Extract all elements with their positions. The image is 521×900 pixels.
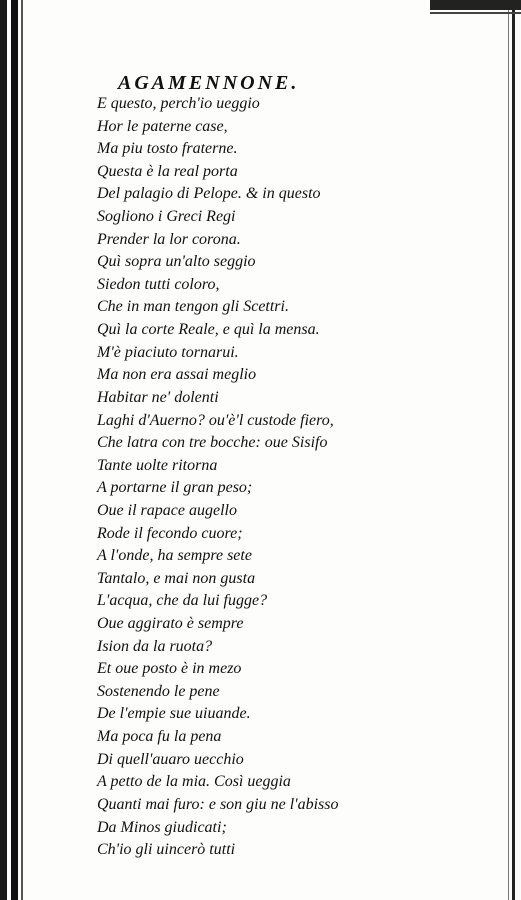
verse-line: Prender la lor corona. xyxy=(97,230,241,248)
page-edge-right-line xyxy=(508,0,509,900)
verse-line: Di quell'auaro uecchio xyxy=(97,750,244,768)
verse-line: Quanti mai furo: e son giu ne l'abisso xyxy=(97,795,339,813)
page-edge-left-line xyxy=(21,0,23,900)
verse-line: Oue il rapace augello xyxy=(97,501,237,519)
verse-line: Ch'io gli uincerò tutti xyxy=(97,841,236,859)
page-edge-right xyxy=(512,0,515,900)
verse-text xyxy=(97,93,397,862)
verse-line: Che latra con tre bocche: oue Sisifo xyxy=(97,434,328,452)
verse-line: Questa è la real porta xyxy=(97,162,238,180)
verse-line: Tantalo, e mai non gusta xyxy=(97,569,256,587)
verse-line: E questo, perch'io ueggio xyxy=(97,95,260,112)
verse-line: M'è piaciuto tornarui. xyxy=(97,343,239,361)
verse-line: Sostenendo le pene xyxy=(97,682,220,700)
verse-line: Oue aggirato è sempre xyxy=(97,615,244,633)
verse-line: Habitar ne' dolenti xyxy=(97,388,219,406)
verse-line: Ma piu tosto fraterne. xyxy=(97,140,238,158)
verse-line: Sogliono i Greci Regi xyxy=(97,208,236,226)
verse-line: Tante uolte ritorna xyxy=(97,456,218,474)
verse-line: Quì sopra un'alto seggio xyxy=(97,253,256,271)
verse-line: A petto de la mia. Così ueggia xyxy=(97,773,291,791)
page-edge-left-inner xyxy=(11,0,18,900)
page-edge-top-line xyxy=(430,12,521,14)
verse-line: A portarne il gran peso; xyxy=(97,479,253,497)
verse-line: Da Minos giudicati; xyxy=(97,818,227,836)
verse-line: Quì la corte Reale, e quì la mensa. xyxy=(97,321,320,339)
verse-line: Che in man tengon gli Scettri. xyxy=(97,298,289,316)
verse-line: Hor le paterne case, xyxy=(97,117,228,135)
verse-line: Siedon tutti coloro, xyxy=(97,275,220,293)
verse-line: L'acqua, che da lui fugge? xyxy=(97,592,268,610)
verse-line: Ision da la ruota? xyxy=(97,637,213,655)
verse-line: De l'empie sue uiuande. xyxy=(97,705,251,723)
verse-line: Et oue posto è in mezo xyxy=(97,660,242,678)
speaker-heading: AGAMENNONE. xyxy=(118,72,300,94)
verse-line: Del palagio di Pelope. & in questo xyxy=(97,185,321,203)
verse-line: Ma non era assai meglio xyxy=(97,366,257,384)
page-edge-left xyxy=(0,0,7,900)
verse-line: Rode il fecondo cuore; xyxy=(97,524,243,542)
page-edge-top xyxy=(430,0,521,10)
verse-line: Laghi d'Auerno? ou'è'l custode fiero, xyxy=(97,411,334,429)
verse-line: A l'onde, ha sempre sete xyxy=(97,547,252,565)
verse-line: Ma poca fu la pena xyxy=(97,728,222,746)
